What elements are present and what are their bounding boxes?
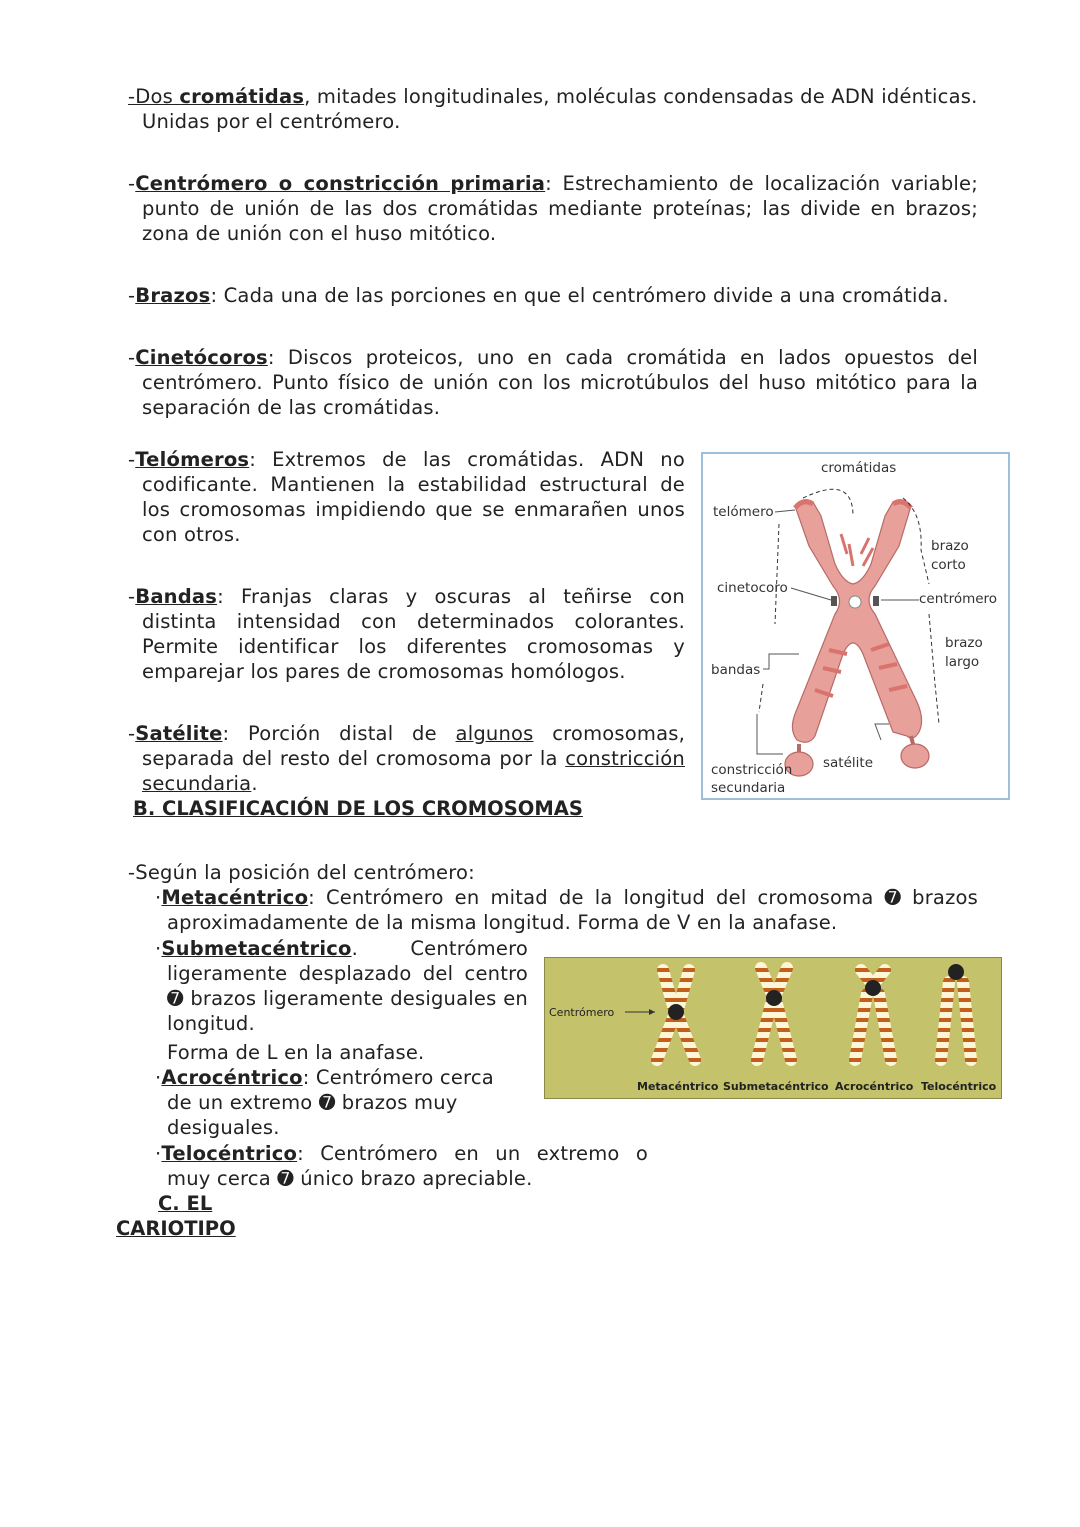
leader-bandas: [763, 654, 799, 669]
paragraph-centromero: [128, 171, 978, 246]
term-cromatidas: cromátidas: [179, 85, 305, 108]
label-cinetocoro: cinetocoro: [717, 580, 788, 596]
term-centromero: Centrómero o constricción primaria: [135, 172, 546, 195]
item-metacentrico: [155, 885, 978, 935]
label-brazo-corto-2: corto: [931, 557, 966, 573]
paragraph-telomeros: [128, 447, 685, 547]
prefix: -: [128, 346, 136, 369]
kinetochore-right: [873, 596, 879, 606]
chromosome-types-figure: [544, 957, 1002, 1099]
text: único brazo apreciable.: [293, 1167, 533, 1190]
dashed-left-2: [759, 684, 763, 712]
label-constriccion-1: constricción: [711, 762, 793, 778]
dashed-brazo-largo: [929, 614, 939, 724]
term-metacentrico: Metacéntrico: [161, 886, 309, 909]
text: : Centrómero en un extremo o muy cerca: [167, 1142, 648, 1190]
prefix: -: [128, 284, 136, 307]
text: : Porción distal de: [222, 722, 456, 745]
label-centromero: Centrómero: [549, 1006, 615, 1019]
text-line2: Unidas por el centrómero.: [142, 110, 401, 133]
leader-telomero: [775, 510, 795, 512]
bullet: ·: [155, 1066, 162, 1089]
secondary-constriction: [799, 736, 913, 752]
chromosome-metacentrico: [657, 970, 695, 1060]
dashed-left: [775, 524, 779, 624]
chromosome-submetacentrico: [757, 968, 791, 1060]
chromosome-telocentrico: [941, 964, 971, 1060]
centromere-mark: [849, 596, 861, 608]
text: : Centrómero cerca de un extremo: [167, 1066, 494, 1114]
text-line2: Forma de L en la anafase.: [167, 1041, 425, 1064]
label-bandas: bandas: [711, 662, 761, 678]
chromosome-shape: [785, 500, 929, 776]
text-underlined: algunos: [455, 722, 534, 745]
paragraph-brazos: [128, 283, 984, 308]
bullet: ·: [155, 1142, 162, 1165]
term-satelite: Satélite: [135, 722, 223, 745]
paragraph-satelite: [128, 721, 685, 796]
text-underlined: constricción secundaria: [142, 747, 685, 795]
text: : Extremos de las cromátidas. ADN no codificante. Mantienen la estabilidad estructural de los cromosomas impidiendo que se enmarañen unos con otros.: [142, 448, 685, 546]
leader-satelite: [875, 724, 889, 740]
item-acrocentrico: [155, 1065, 500, 1140]
heading-cariotipo-line2: CARIOTIPO: [116, 1217, 236, 1240]
text: brazos muy desiguales.: [167, 1091, 458, 1139]
text: brazos aproximadamente de la misma longitud. Forma de V en la anafase.: [167, 886, 978, 934]
text: : Franjas claras y oscuras al teñirse con distinta intensidad con determinados colorantes. Permite identificar los diferentes cromosomas y emparejar los pares de cromosomas homólogos.: [142, 585, 685, 683]
term-telomeros: Telómeros: [135, 448, 250, 471]
chromosome-structure-figure: [701, 452, 1010, 800]
term-brazos: Brazos: [135, 284, 211, 307]
paragraph-cinetocoros: [128, 345, 978, 420]
arrow-icon: ➐: [884, 886, 902, 909]
label-type: Submetacéntrico: [723, 1080, 829, 1093]
heading-cariotipo-line1: C. EL: [158, 1192, 213, 1215]
text: : Estrechamiento de localización variable; punto de unión de las dos cromátidas mediante proteínas; las divide en brazos; zona de unión con el huso mitótico.: [142, 172, 978, 245]
label-type: Acrocéntrico: [835, 1080, 914, 1093]
clasificacion-intro: -Según la posición del centrómero:: [128, 861, 475, 884]
prefix: -: [128, 172, 136, 195]
term-bandas: Bandas: [135, 585, 218, 608]
text: : Discos proteicos, uno en cada cromátida en lados opuestos del centrómero. Punto físico de unión con los microtúbulos del huso mitótico para la separación de las cromátidas.: [142, 346, 978, 419]
band: [841, 534, 853, 566]
text: .: [251, 772, 258, 795]
item-telocentrico: [155, 1141, 648, 1191]
item-submetacentrico: [155, 936, 528, 1065]
heading-clasificacion: B. CLASIFICACIÓN DE LOS CROMOSOMAS: [133, 797, 583, 820]
label-telomero: telómero: [713, 504, 774, 520]
bullet: ·: [155, 886, 162, 909]
arrow-icon: ➐: [277, 1167, 294, 1190]
prefix: -: [128, 585, 136, 608]
label-brazo-corto-1: brazo: [931, 538, 969, 554]
prefix: -: [128, 448, 136, 471]
satellite-right: [901, 744, 929, 768]
prefix: -: [128, 722, 136, 745]
chromosome-body: [792, 500, 921, 743]
text: : Centrómero en mitad de la longitud del cromosoma: [308, 886, 885, 909]
term-cinetocoros: Cinetócoros: [135, 346, 268, 369]
label-type: Metacéntrico: [637, 1080, 719, 1093]
label-satelite: satélite: [823, 755, 874, 771]
arrow-icon: ➐: [167, 987, 184, 1010]
text: cromosomas, separada del resto del cromosoma por la: [142, 722, 685, 770]
term-telocentrico: Telocéntrico: [161, 1142, 298, 1165]
paragraph-bandas: [128, 584, 685, 684]
label-brazo-largo-1: brazo: [945, 635, 983, 651]
leader-constriccion: [757, 714, 783, 754]
bullet: ·: [155, 937, 162, 960]
text: brazos ligeramente desiguales en longitud.: [167, 987, 528, 1035]
label-type: Telocéntrico: [921, 1080, 997, 1093]
chromosome-types-diagram: [545, 958, 1001, 1098]
label-constriccion-2: secundaria: [711, 780, 786, 796]
label-cromatidas: cromátidas: [821, 460, 897, 476]
text: . Centrómero ligeramente desplazado del centro: [167, 937, 528, 985]
leader-cinetocoro: [791, 588, 831, 600]
chromosome-diagram: [703, 454, 1008, 798]
term-submetacentrico: Submetacéntrico: [161, 937, 352, 960]
paragraph-cromatidas: [128, 84, 984, 134]
label-centromero: centrómero: [919, 591, 998, 607]
text: : Cada una de las porciones en que el centrómero divide a una cromátida.: [210, 284, 949, 307]
kinetochore-left: [831, 596, 837, 606]
arrow-icon: ➐: [318, 1091, 336, 1114]
text: , mitades longitudinales, moléculas condensadas de ADN idénticas.: [304, 85, 978, 108]
term-acrocentrico: Acrocéntrico: [161, 1066, 303, 1089]
chromosome-acrocentrico: [855, 970, 891, 1060]
prefix: -Dos: [128, 85, 180, 108]
label-brazo-largo-2: largo: [945, 654, 980, 670]
arrowhead: [649, 1009, 655, 1015]
